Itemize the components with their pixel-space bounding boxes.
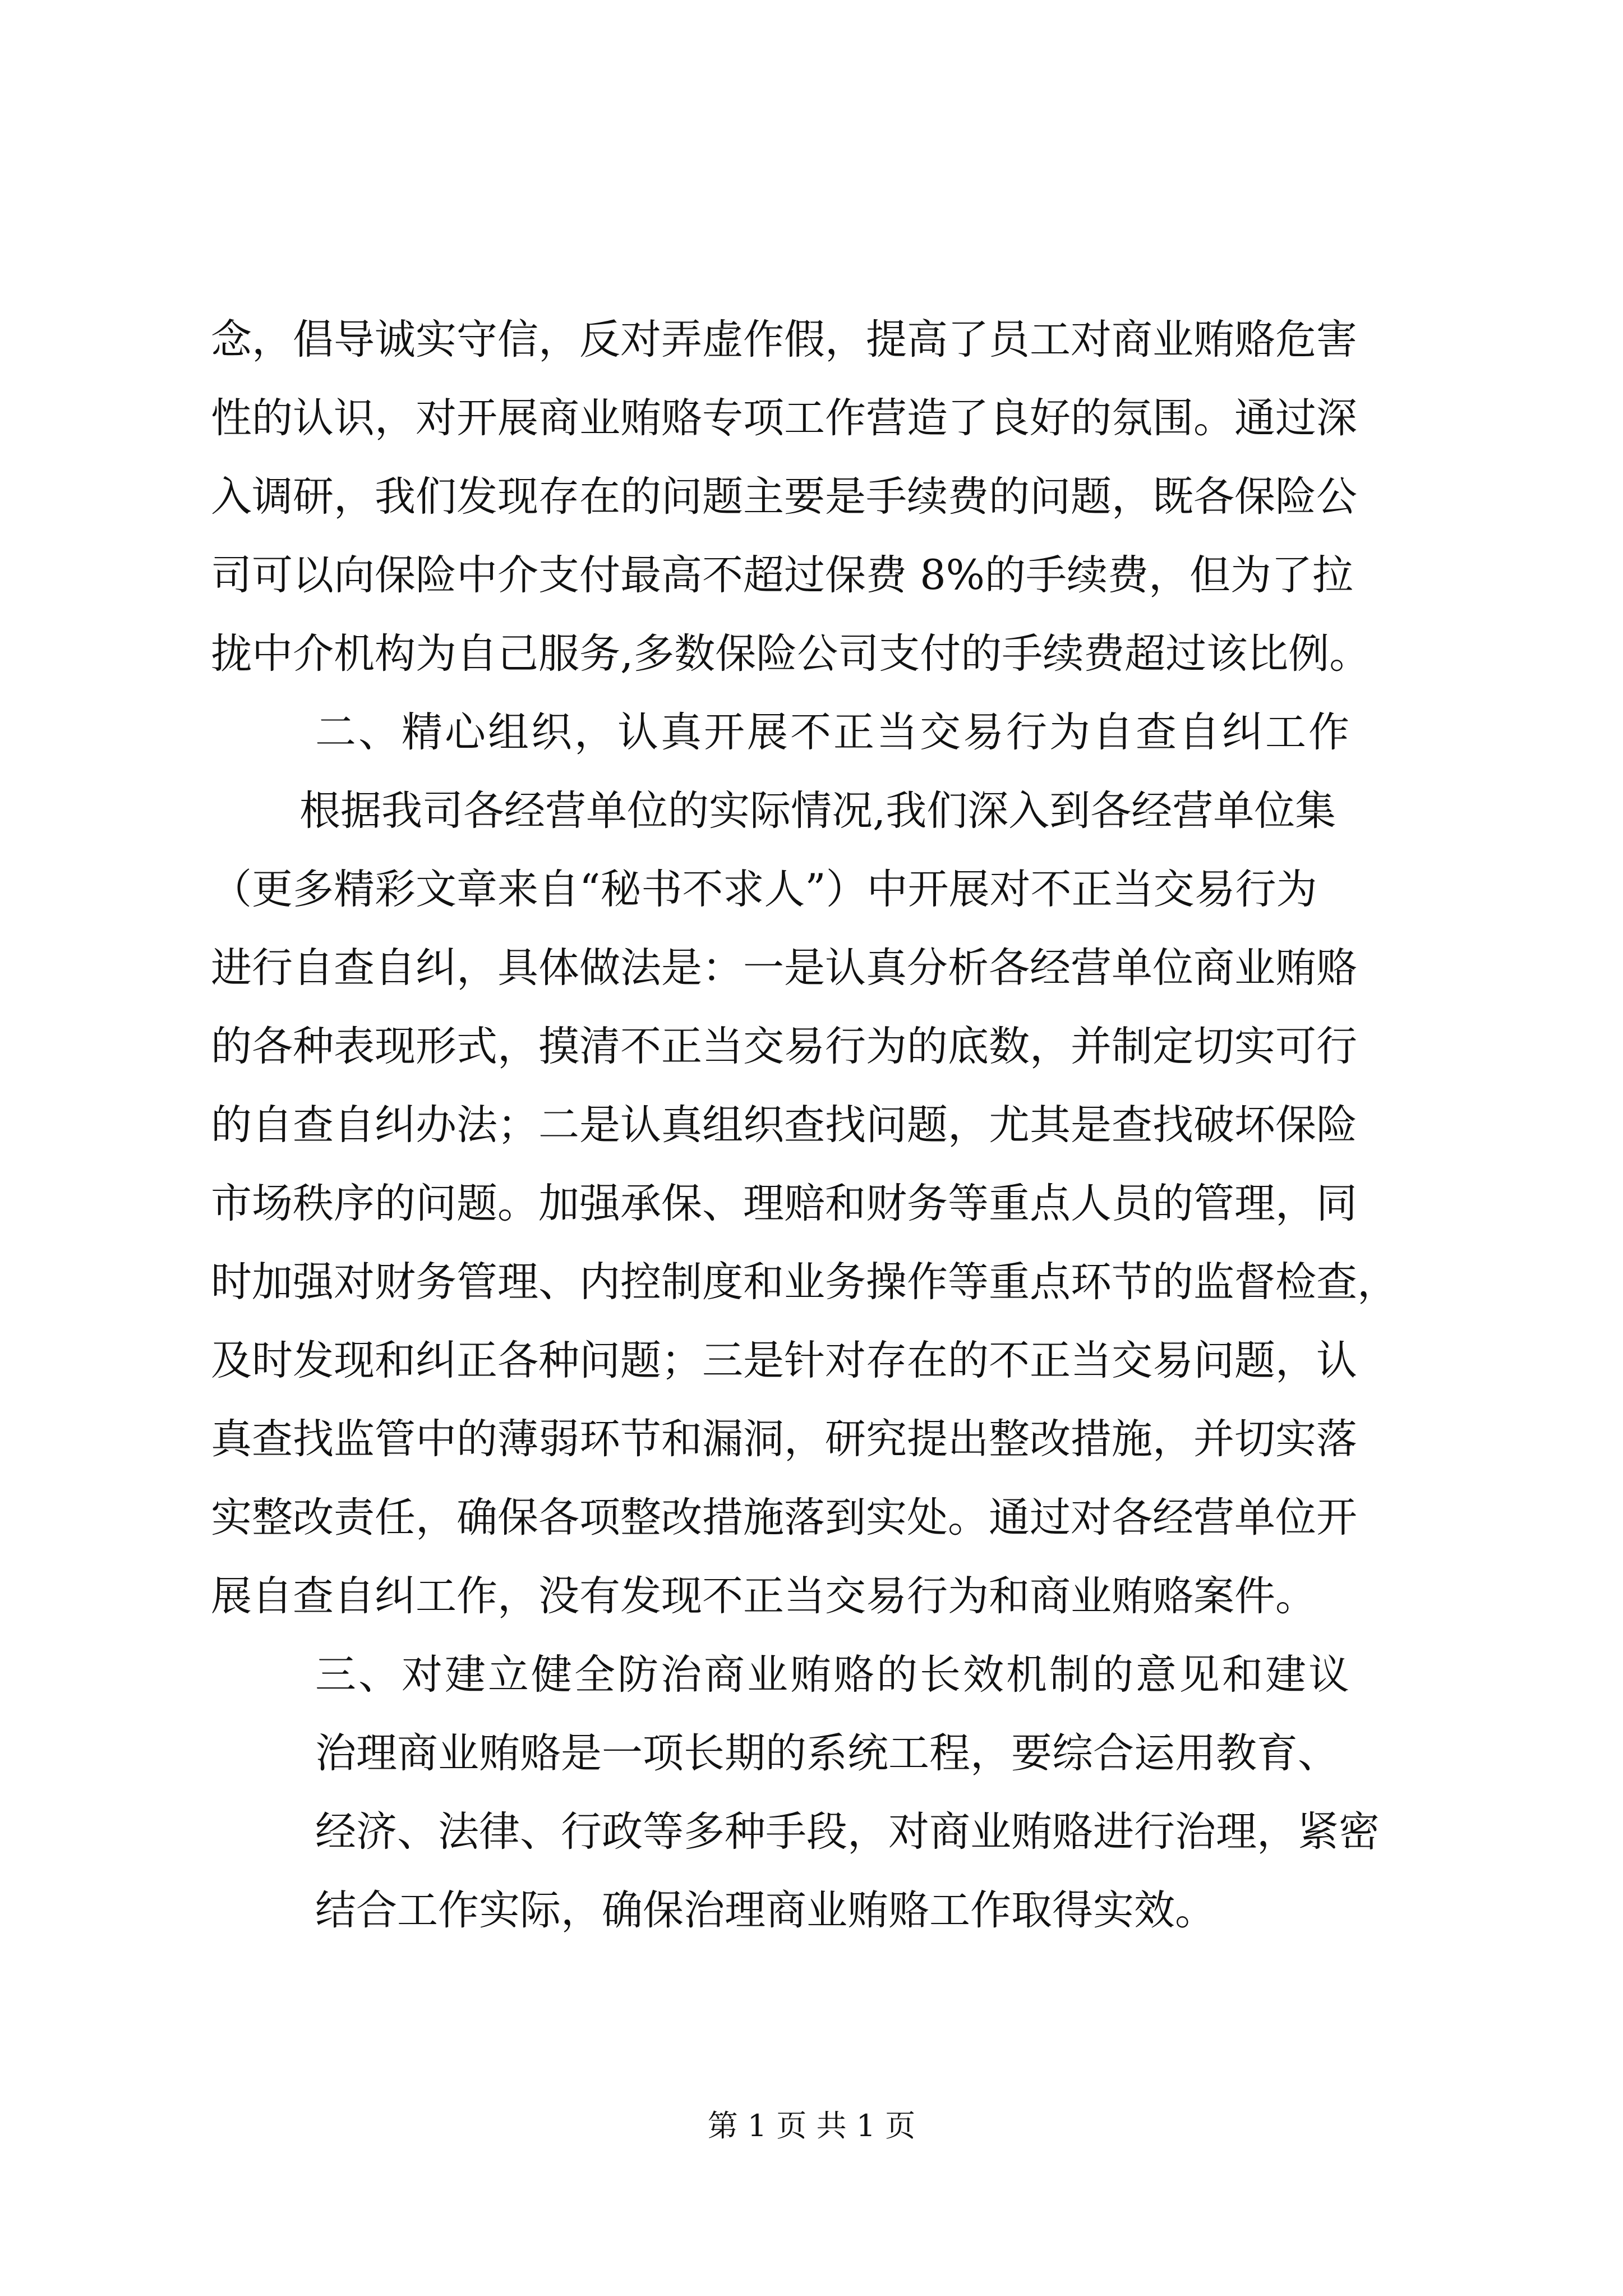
body-line-10: 的各种表现形式，摸清不正当交易行为的底数，并制定切实可行 xyxy=(211,1023,1357,1070)
section-heading-3: 三、对建立健全防治商业贿赂的长效机制的意见和建议 xyxy=(315,1651,1352,1699)
body-line-12: 市场秩序的问题。加强承保、理赔和财务等重点人员的管理，同 xyxy=(211,1180,1357,1227)
body-line-15: 真查找监管中的薄弱环节和漏洞，研究提出整改措施，并切实落 xyxy=(211,1415,1357,1463)
body-line-9: 进行自查自纠，具体做法是：一是认真分析各经营单位商业贿赂 xyxy=(211,944,1357,992)
body-line-21: 结合工作实际，确保治理商业贿赂工作取得实效。 xyxy=(315,1887,1216,1934)
body-line-7: 根据我司各经营单位的实际情况,我们深入到各经营单位集 xyxy=(299,787,1336,835)
page-footer: 第 1 页 共 1 页 xyxy=(707,2108,916,2143)
body-line-17: 展自查自纠工作，没有发现不正当交易行为和商业贿赂案件。 xyxy=(211,1572,1316,1620)
body-line-2: 性的认识，对开展商业贿赂专项工作营造了良好的氛围。通过深 xyxy=(211,394,1357,442)
body-line-13: 时加强对财务管理、内控制度和业务操作等重点环节的监督检查， xyxy=(211,1258,1398,1306)
body-line-16: 实整改责任，确保各项整改措施落到实处。通过对各经营单位开 xyxy=(211,1494,1357,1542)
body-line-3: 入调研，我们发现存在的问题主要是手续费的问题，既各保险公 xyxy=(211,473,1357,521)
body-line-4: 司可以向保险中介支付最高不超过保费 8%的手续费，但为了拉 xyxy=(211,551,1354,599)
section-heading-2: 二、精心组织，认真开展不正当交易行为自查自纠工作 xyxy=(315,708,1352,756)
body-line-1: 念，倡导诚实守信，反对弄虚作假，提高了员工对商业贿赂危害 xyxy=(211,316,1357,364)
body-line-5: 拢中介机构为自己服务,多数保险公司支付的手续费超过该比例。 xyxy=(211,630,1371,678)
body-line-8: （更多精彩文章来自“秘书不求人”）中开展对不正当交易行为 xyxy=(211,866,1317,913)
body-line-19: 治理商业贿赂是一项长期的系统工程，要综合运用教育、 xyxy=(315,1729,1339,1777)
body-line-11: 的自查自纠办法；二是认真组织查找问题，尤其是查找破坏保险 xyxy=(211,1101,1357,1149)
body-line-14: 及时发现和纠正各种问题；三是针对存在的不正当交易问题，认 xyxy=(211,1337,1357,1384)
body-line-20: 经济、法律、行政等多种手段，对商业贿赂进行治理，紧密 xyxy=(315,1808,1380,1856)
